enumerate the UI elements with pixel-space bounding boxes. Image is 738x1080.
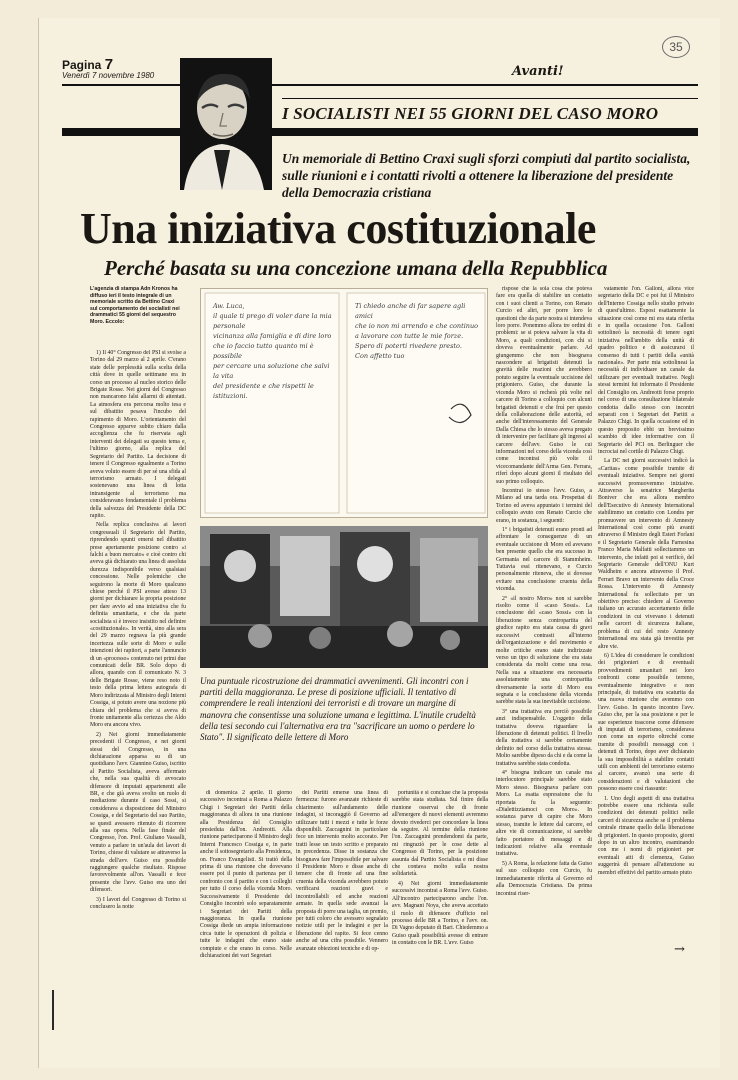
paragraph: 4) Nei giorni immediatamente successivi incontrai a Roma l'avv. Guiso. All'incontro parteciparono anche l'on. avv. Magnani Noya, che aveva accettato il ruolo di difensore d'ufficio nel processo delle BR a Torino, e l'avv. on. Di Vagno deputato di Bari. Chiedemmo a Guiso quali possibilità avesse di entrare in contatto con le BR. L'avv. Guiso — [392, 880, 488, 947]
article-column-mid-b — [296, 790, 388, 980]
letter-text: Aw. Luca, il quale ti prego di voler dare la mia personale vicinanza alla famiglia e di dire loro che io faccio tutto quanto mi è possibile per cercare una soluzione che salvi la vita del presidente e che rispetti le istituzioni. — [213, 302, 332, 400]
paragraph: 5) A Roma, la relazione fatta da Guiso sul suo colloquio con Curcio, fu immediatamente riferita al Governo ed alla Democrazia Cristiana. Da prima incontrai riser- — [496, 860, 592, 897]
congress-photo — [200, 526, 488, 668]
moro-portrait-photo — [180, 58, 272, 190]
intro-summary: Un memoriale di Bettino Craxi sugli sforzi compiuti dal partito socialista, sulle riunioni e i contatti rivolti a ottenere la liberazione del presidente della Democrazia cristiana — [282, 151, 691, 200]
page-number: Pagina 7 — [62, 56, 114, 73]
issue-date: Venerdì 7 novembre 1980 — [62, 71, 155, 80]
handwritten-letter-facsimile — [200, 288, 488, 518]
paragraph: 2) Nei giorni immediatamente precedenti il Congresso, e nei giorni stessi del Congresso, in una dichiarazione apparsa su di un quotidiano l'avv. Giannino Guiso, iscritto al Partito Socialista, aveva affermato che, nella sua qualità di avvocato difensore di imputati appartenenti alle BR, e che già aveva svolto un ruolo di mediazione durante il caso Sossi, si considerava a disposizione del Ministro Cossiga, e del Segretario del suo Partito, se questi avessero ritenuto di ricorrere alla sua opera. Nella fase finale del Congresso, l'on. Prof. Giuliano Vassalli, venuto a parlare in un'aula dei lavori di Torino, chiese di valutare se attraverso la strada dell'avv. Guiso era possibile raggiungere qualche risultato. Rispose favorevolmente all'on. Vassalli e fece presente che l'avv. Guiso era uno dei difensori. — [90, 731, 186, 894]
letter-text-page2: Ti chiedo anche di far sapere agli amici che io non mi arrendo e che continuo a lavorare con tutte le mie forze. Spero di poterti rivedere presto. Con affetto tuo — [355, 302, 479, 360]
paragraph: vatamente l'on. Galloni, allora vice segretario della DC e poi fui il Ministro dell'Interno Cossiga nello studio privato di quest'ultimo. Esposi esattamente la situazione così come mi era stata riferita e in quella occasione l'on. Galloni sottolineò la necessità di tenere ogni iniziativa nell'ambito della unità di quadro politico e di assicurarsi il consenso di tutti i partiti della «unità nazionale». Per parte mia sottolineai la necessità di individuare un canale da utilizzare per eventuali trattative. Negli stessi termini fui informato il Presidente del Consiglio on. Andreotti forse proprio nel corso di una consultazione bilaterale condotta dallo stesso con incontri separati con i Segretari dei Partiti a Palazzo Chigi. In quella occasione ed in questo proposito ebbi un brevissimo scambio di idee informative con il Segretario del PCI on. Berlinguer che incrociai nel cortile di Palazzo Chigi. — [598, 286, 694, 455]
article-column-far-right — [598, 286, 694, 936]
continue-arrow-icon: → — [674, 942, 685, 957]
top-rule — [62, 84, 698, 86]
section-title: I SOCIALISTI NEI 55 GIORNI DEL CASO MORO — [282, 104, 659, 123]
paragraph: Nella replica conclusiva ai lavori congressuali il Segretario del Partito, riprendendo spunti emersi nel dibattito prese apertamente posizione contro «i falchi a buon mercato» e cioè contro chi aveva già dichiarato una linea di assoluta durezza indisponibile verso qualsiasi concessione. Nelle polemiche che seguirono la morte di Moro qualcuno chiese perché il PSI avesse atteso 13 giorni per dichiarare la propria posizione per dare avvio ad una iniziativa che fu definita umanitaria, e che da parte socialista si è invece insistito nel definire «costituzionale». In verità, sino alla sera del 29 marzo regnava la più grande incertezza sulle sorte di Moro e sulle intenzioni dei rapitori, a parte l'annuncio di un «processo» contenuto nei primi due comunicati delle BR. Solo dopo di allora, quando con il comunicato N. 3 delle Brigate Rosse, viene reso noto il testo della prima lettera autografa di Moro indirizzata al Ministro degli Interni Cossiga, si potuto avere una nozione più chiara del problema che si aveva di fronte unitamente alla certezza che Aldo Moro era ancora vivo. — [90, 522, 186, 729]
paragraph: rispose che la sola cosa che poteva fare era quella di stabilire un contatto con i suoi clienti a Torino, con Renato Curcio ed altri, per porre loro le questioni che da parte nostra si intendeva loro porre. Ponemmo allora tre ordini di problemi: se si poteva salvare la vita di Moro, a quali condizioni, con chi si doveva eventualmente parlare. Ad giungemmo che non bisognava nascondere ai brigatisti detenuti la gravità delle reazioni che avrebbero potuto seguire la eventuale uccisione del prigioniero. Guiso, che durante la vicenda Moro si recherà più volte nel carcere di Torino a colloquio con alcuni brigatisti detenuti e che fruì per questo della collaborazione delle autorità, ed anche dell'interessamento del Generale Dalla Chiesa che lo stesso aveva pregato di intervenire per facilitare gli ingressi al carcere dell'avv. Guiso le cui informazioni nel corso della vicenda così come incontrai più volte il vicecomandante dell'Arma Gen. Ferrara, riferì dopo alcuni giorni il risultato del suo primo colloquio. — [496, 286, 592, 485]
paragraph: portunità e si concluse che la proposta sarebbe stata studiata. Sul finire della riunione osservai che di fronte all'emergere di nuovi elementi avremmo dovuto rivederci per concordare la linea da seguire. Al termine della riunione l'on. Zaccagnini prendendomi da parte, mi ringraziò per le cose dette al Congresso di Torino, per la posizione assunta dal Partito Socialista e mi disse che contava molto sulla nostra solidarietà. — [392, 790, 488, 878]
photo-caption: Una puntuale ricostruzione dei drammatici avvenimenti. Gli incontri con i partiti della maggioranza. Le prese di posizione ufficiali. Il tentativo di comprendere le reali intenzioni dei terroristi e di trovare un margine di manovra che consentisse una soluzione umana e legittima. L'inutile crudeltà della tesi secondo cui l'alternativa era tra "sacrificare un uomo o perdere lo Stato". Il significato delle lettere di Moro — [200, 676, 476, 743]
paragraph: La DC nei giorni successivi indicò la «Caritas» come possibile tramite di eventuali iniziative. Sempre nei giorni successivi promuovemmo iniziative. Attraverso la senatrice Margherita Boniver che era allora membro dell'Esecutivo di Amnesty International stabilimmo un contatto con Londra per promuovere un intervento di Amnesty International così come più avanti attraverso il Ministro degli Esteri Forlani e il Segretario Generale della Farnesina Franco Maria Malfatti sollecitammo un intervento, che infatti poi si verificò, del Segretario Generale dell'ONU Kurt Waldheim e ancora attraverso il Prof. Ferrari Bravo un intervento della Croce Rossa. L'intervento di Amnesty International fu sollecitato per un obiettivo preciso: chiedere al Governo italiano un accurato accertamento delle condizioni in cui vivevano i detenuti nelle carceri di sicurezza italiane, problema di cui del resto Amnesty International era stata già investita per altre vie. — [598, 458, 694, 650]
section-bar-left — [62, 128, 180, 136]
subheadline: Perché basata su una concezione umana della Repubblica — [104, 256, 608, 280]
fold-line — [52, 990, 54, 1030]
paragraph: 2° «il nostro Moro» non si sarebbe risolto come il «caso Sossi». La conclusione del «caso Sossi» con la liberazione senza contropartita del giudice rapito era stata causa di gravi successivi contrasti all'interno dell'organizzazione e del movimento e molte critiche erano state indirizzate verso un tipo di soluzione che era stata considerata da molti come una resa. Nella sua a situazione era necessaria assolutamente una contropartita diversamente la sorte di Moro era segnata e la conclusione della vicenda sarebbe stata la sua inevitabile uccisione. — [496, 595, 592, 706]
pencil-page-mark: 35 — [662, 36, 690, 58]
lead-paragraph: L'agenzia di stampa Adn Kronos ha diffuso ieri il testo integrale di un memoriale scritto da Bettino Craxi sul comportamento dei socialisti nei drammatici 55 giorni del sequestro Moro. Eccolo: — [90, 286, 180, 325]
paragraph: dei Partiti emerse una linea di fermezza: furono avanzate richieste di chiarimento sull'andamento delle indagini, si incoraggiò il Governo ad utilizzare tutti i mezzi e tutte le forze disponibili. Zaccagnini in particolare fece un intervento molto accorato. Per tratti lesse un testo scritto e preparato in precedenza. Disse in sostanza che bisognava fare l'impossibile per salvare il Presidente Moro e disse anche di temere che di fronte ad una fine cruenta della vicenda avrebbero potuto verificarsi reazioni gravi e incontrollabili ed anche reazioni armate. In quella sede avanzai la proposta di porre una taglia, un premio, per tutti coloro che avessero segnalato notizie utili per le indagini e per la liberazione del rapito. Si fece cenno anche ad una cifra possibile. Vennero avanzate obiezioni tecniche e di op- — [296, 790, 388, 952]
newspaper-masthead: Avanti! — [512, 64, 564, 79]
paragraph: Incontrai io stesso l'avv. Guiso, a Milano ad una tarda ora. Prospettai di Torino ed aveva appuntato i termini del colloquio avuto con Renato Curcio che erano, in sostanza, i seguenti: — [496, 487, 592, 524]
paragraph: 3) I lavori del Congresso di Torino si conclusero la notte — [90, 896, 186, 911]
article-column-left — [90, 350, 186, 975]
paragraph: 6) L'idea di considerare le condizioni dei prigionieri e di eventuali provvedimenti umanitari nei loro confronti come possibile terreno, eventualmente integrativo e non principale, di trattativa era scaturita da una nuova riunione che avemmo con l'avv. Guiso. In questo incontro l'avv. Guiso che, per la sua posizione e per le sue esperienze trascorse come difensore di imputati di terrorismo, considerava non come un esperto oltreché come tramite di possibili messaggi con i detenuti di Torino, dopo aver dichiarato la sua impossibilità a stabilire contatti utili con ambienti del terrorismo esterno al carcere, avanzò una serie di considerazioni e di valutazioni che possono essere così riassunte: — [598, 652, 694, 793]
paragraph: 1) Il 40° Congresso del PSI si svolse a Torino dal 29 marzo al 2 aprile. C'erano state delle perplessità sulla scelta della città dove in quelle settimane era in corso un processo al nucleo storico delle Brigate Rosse. Nei giorni del Congresso non mancarono falsi allarmi di attentati. La atmosfera era percorsa molto tesa e sul dibattito pesava l'incubo del rapimento di Moro. L'orientamento del Congresso apparve subito chiaro dalla accoglienza che fu riservata agli interventi dei delegati su questo tema e, l'ultimo giorno, alla replica del Segretario del Partito. La decisione di tenere il Congresso egualmente a Torino aveva voluto essere di per sé una sfida al terrorismo armato. I delegati sostenevano una linea di lotta intransigente al terrorismo ma consideravano fondamentale il problema della salvezza del Presidente della DC rapito. — [90, 350, 186, 519]
headline: Una iniziativa costituzionale — [80, 204, 596, 253]
article-column-right — [496, 286, 592, 980]
article-column-mid-c — [392, 790, 488, 980]
paragraph: 3° una trattativa era perciò possibile anzi indispensabile. L'oggetto della trattativa doveva riguardare la liberazione di detenuti politici. Il livello della trattativa si sarebbe certamente definito nel corso della trattativa stessa. Molto sarebbe dipeso da chi e da come la trattativa sarebbe stata condotta. — [496, 708, 592, 767]
paragraph: 1° i brigatisti detenuti erano pronti ad affrontare le conseguenze di un eventuale uccisione di Moro ed avevano ben presente quello che era successo in Germania nel carcere di Stammheim. Tuttavia essi ritenevano, e Curcio personalmente riteneva, che si dovesse evitare una conclusione cruenta della vicenda. — [496, 527, 592, 593]
article-column-mid-a — [200, 790, 292, 980]
paragraph: di domenica 2 aprile. Il giorno successivo incontrai a Roma a Palazzo Chigi i Segretari dei Partiti della maggioranza di allora in una riunione alla Presidenza del Consiglio presieduta dall'on. Andreotti. Alla riunione parteciparono il Ministro degli Interni Francesco Cossiga e, in parte anche il sottosegretario alla Presidenza, on. Franco Evangelisti. Si trattò della prima di una riunione che dovevano essere poi il punto di partenza per il confronto con il partito e con i colleghi per tutto il corso della vicenda Moro. Successivamente il Presidente del Consiglio incontrò solo separatamente i Segretari dei Partiti della maggioranza. In quella riunione Cossiga diede un ampia informazione circa tutte le operazioni di polizia e tutte le indagini che erano state compiute e che erano in corso. Nelle dichiarazioni dei vari Segretari — [200, 790, 292, 959]
section-rule-thin — [282, 98, 698, 99]
section-bar-right — [272, 128, 698, 136]
paragraph: 1. Uno degli aspetti di una trattativa potrebbe essere una richiesta sulle condizioni dei detenuti politici nelle carceri di sicurezza anche se il problema centrale rimane quello della liberazione di prigionieri. In questo proposito, giorni dopo in un altro incontro, esaminando con me i nomi di prigionieri per eventuali atti di clemenza, Guiso suggerirà di pensare all'attenzione su membri effettivi del partito armato piuto — [598, 795, 694, 876]
paragraph: 4° bisogna indicare un canale ma interlocutore principale sarebbe stato Moro stesso. Bisognava parlare con Moro. La esatta espressione che fu riportata fu la seguente: «Dialettizziamoci con Moro». In sostanza parve di capire che Moro stesso, tramite le lettere dal carcere, ed altre vie di comunicazione, si sarebbe fatto portatore di messaggi e di indicazioni relative alla eventuale trattativa. — [496, 770, 592, 858]
